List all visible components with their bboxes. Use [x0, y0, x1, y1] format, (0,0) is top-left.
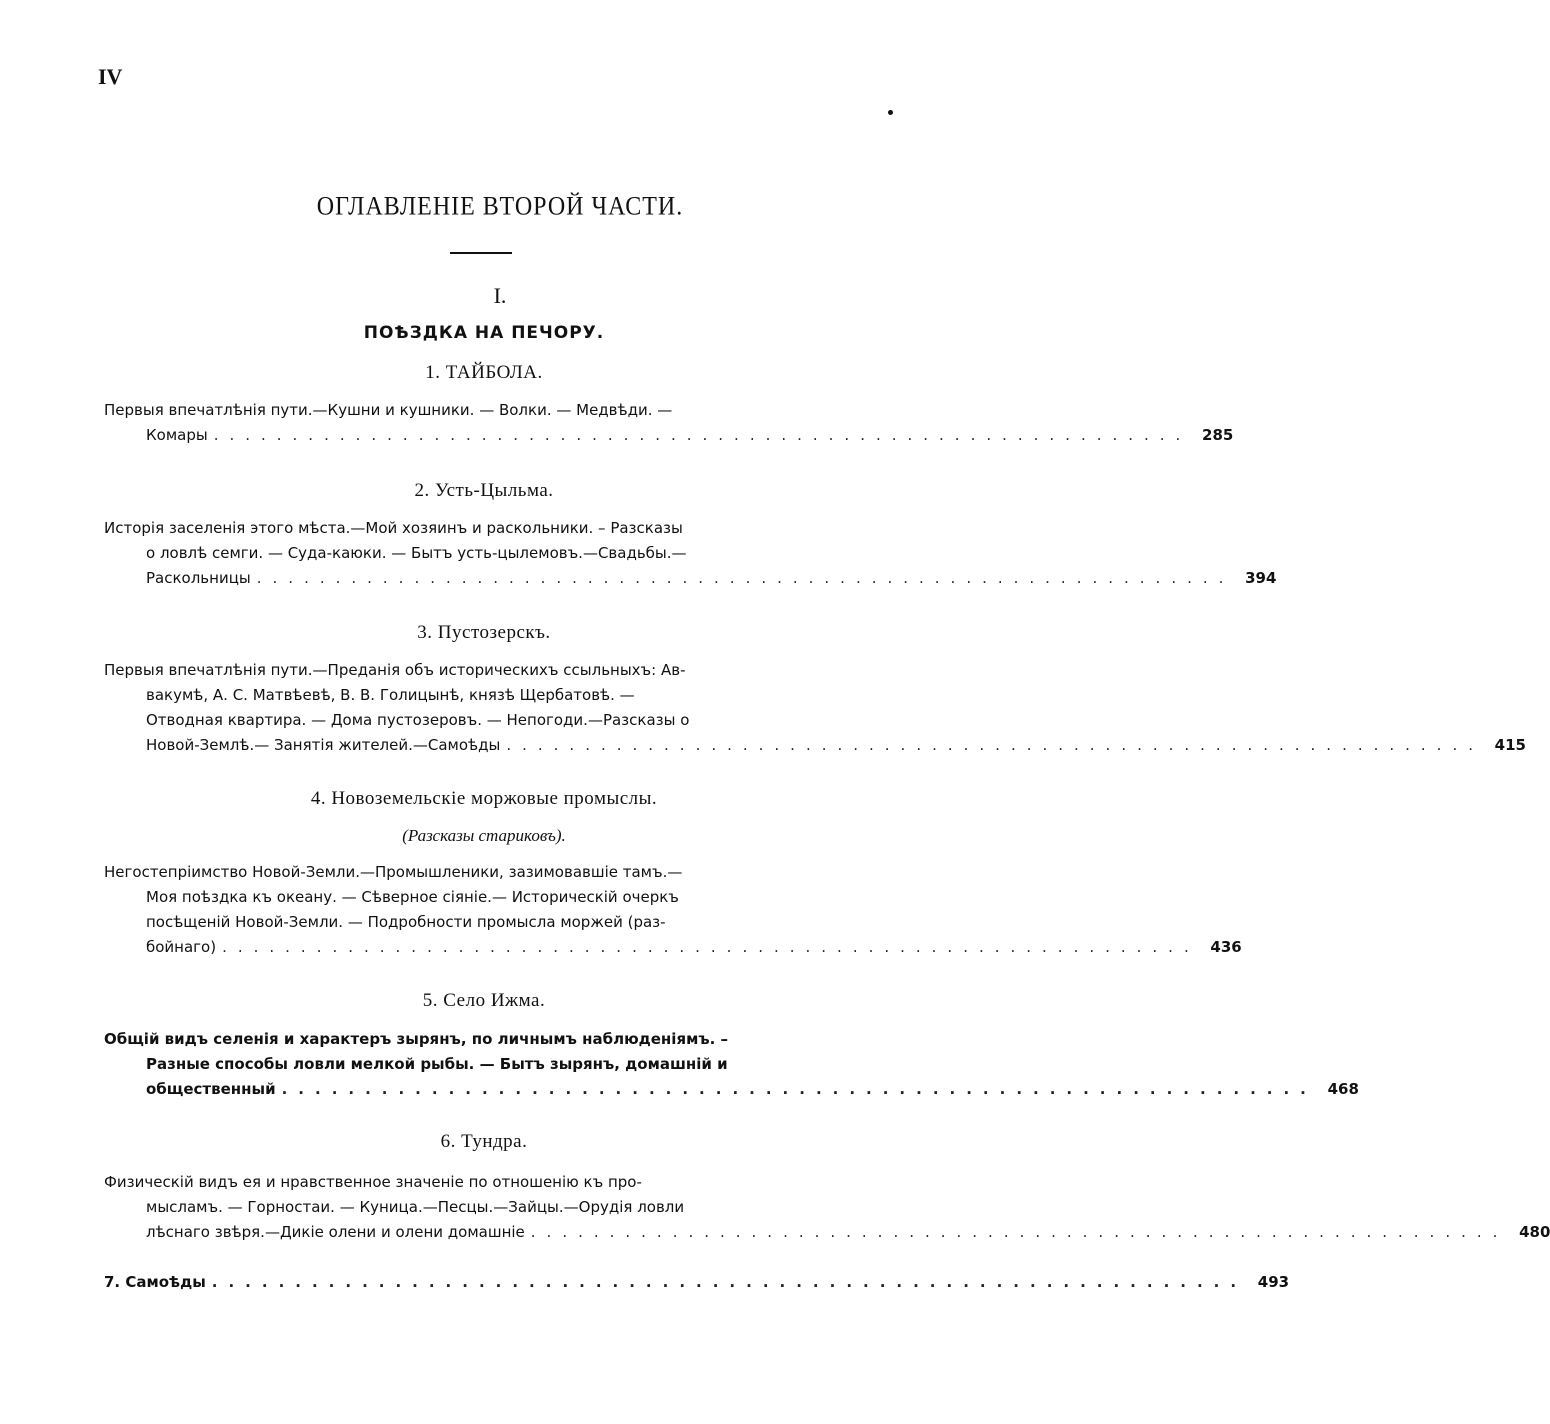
toc-entry-4[interactable]	[104, 860, 1242, 960]
entry-last-line	[104, 566, 1277, 591]
entry-page-number: 394	[1245, 569, 1277, 587]
entry-line: Негостепріимство Новой-Земли.—Промышленики, зазимовавшіе тамъ.—	[104, 863, 683, 881]
contents-title: ОГЛАВЛЕНІЕ ВТОРОЙ ЧАСТИ.	[316, 192, 684, 222]
dot-leader: ..............................................................	[222, 938, 1200, 956]
entry-line: Первыя впечатлѣнія пути.—Кушни и кушники. — Волки. — Медвѣди. —	[104, 401, 673, 419]
entry-line: посѣщеній Новой-Земли. — Подробности промысла моржей (раз-	[146, 913, 666, 931]
entry-last-line	[104, 423, 1234, 448]
entry-last-line	[104, 733, 1526, 758]
entry-line-text: лѣснаго звѣря.—Дикіе олени и олени домашніе	[146, 1223, 525, 1241]
toc-entry-1[interactable]	[104, 398, 1234, 448]
entry-line: о ловлѣ семги. — Суда-каюки. — Бытъ усть-цылемовъ.—Свадьбы.—	[146, 544, 687, 562]
dot-leader: ..............................................................	[211, 1273, 1248, 1291]
dot-leader: ..............................................................	[506, 736, 1484, 754]
entry-line-text: Новой-Землѣ.— Занятія жителей.—Самоѣды	[146, 736, 501, 754]
title-divider	[450, 252, 512, 254]
toc-entry-2[interactable]	[104, 516, 1277, 591]
part-number: I.	[493, 283, 507, 308]
entry-line-text: Раскольницы	[146, 569, 251, 587]
section-heading-1: 1. ТАЙБОЛА.	[425, 362, 543, 383]
entry-line: Первыя впечатлѣнія пути.—Преданія объ историческихъ ссыльныхъ: Ав-	[104, 661, 686, 679]
entry-line: Физическій видъ ея и нравственное значеніе по отношенію къ про-	[104, 1173, 642, 1191]
section-heading-4: 4. Новоземельскіе моржовые промыслы.	[310, 788, 658, 809]
section-subheading-4: (Разсказы стариковъ).	[402, 826, 566, 845]
entry-line: Моя поѣздка къ океану. — Сѣверное сіяніе.— Историческій очеркъ	[146, 888, 679, 906]
section-heading-5: 5. Село Ижма.	[422, 990, 546, 1011]
entry-page-number: 468	[1327, 1080, 1359, 1098]
entry-line: Разные способы ловли мелкой рыбы. — Бытъ зырянъ, домашній и	[146, 1055, 728, 1073]
entry-last-line	[104, 935, 1242, 960]
entry-last-line	[104, 1077, 1359, 1102]
page-number: IV	[98, 64, 123, 89]
toc-entry-6[interactable]	[104, 1170, 1550, 1245]
entry-page-number: 285	[1202, 426, 1234, 444]
entry-page-number: 436	[1210, 938, 1242, 956]
toc-entry-7[interactable]	[104, 1270, 1290, 1295]
entry-last-line	[104, 1270, 1290, 1295]
dot-leader: ..............................................................	[281, 1080, 1317, 1098]
entry-line: мысламъ. — Горностаи. — Куница.—Песцы.—Зайцы.—Орудія ловли	[146, 1198, 685, 1216]
entry-last-line	[104, 1220, 1550, 1245]
entry-line-text: бойнаго)	[146, 938, 217, 956]
toc-entry-5[interactable]	[104, 1027, 1359, 1102]
print-speck	[888, 110, 893, 115]
dot-leader: ..............................................................	[256, 569, 1235, 587]
entry-line-text: 7. Самоѣды	[104, 1273, 206, 1291]
section-heading-6: 6. Тундра.	[440, 1131, 528, 1152]
entry-line: Исторія заселенія этого мѣста.—Мой хозяинъ и раскольники. – Разсказы	[104, 519, 683, 537]
entry-page-number: 415	[1494, 736, 1526, 754]
dot-leader: ..............................................................	[530, 1223, 1509, 1241]
toc-entry-3[interactable]	[104, 658, 1526, 758]
entry-page-number: 493	[1257, 1273, 1290, 1291]
entry-line-text: общественный	[146, 1080, 276, 1098]
entry-line: Общій видъ селенія и характеръ зырянъ, по личнымъ наблюденіямъ. –	[104, 1030, 729, 1048]
entry-line-text: Комары	[146, 426, 208, 444]
entry-line: вакумѣ, А. С. Матвѣевѣ, В. В. Голицынѣ, князѣ Щербатовѣ. —	[146, 686, 635, 704]
section-heading-2: 2. Усть-Цыльма.	[414, 480, 554, 501]
entry-page-number: 480	[1519, 1223, 1550, 1241]
section-heading-3: 3. Пустозерскъ.	[417, 622, 551, 643]
entry-line: Отводная квартира. — Дома пустозеровъ. — Непогоди.—Разсказы о	[146, 711, 690, 729]
part-title: ПОѢЗДКА НА ПЕЧОРУ.	[363, 323, 605, 343]
dot-leader: ..............................................................	[213, 426, 1192, 444]
